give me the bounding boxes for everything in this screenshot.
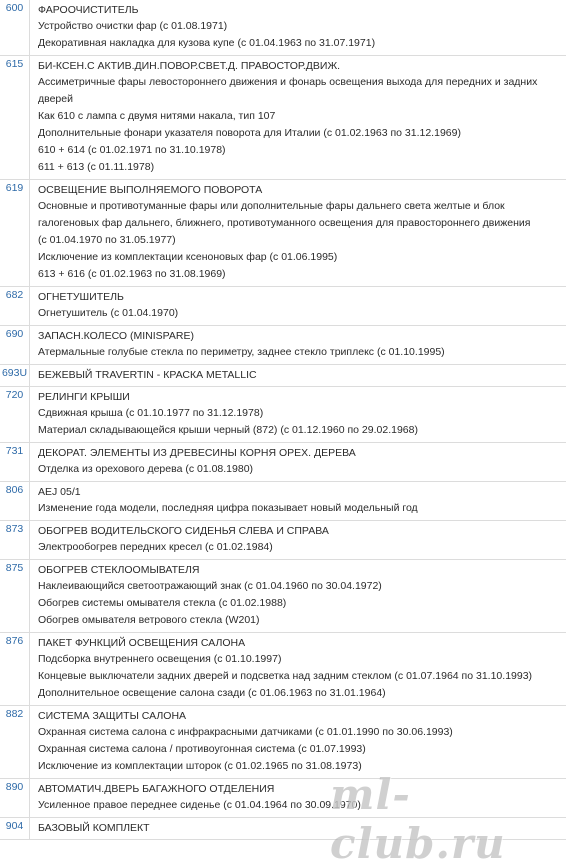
option-code: 890	[0, 779, 30, 817]
option-detail-line: Электрообогрев передних кресел (с 01.02.1984)	[38, 541, 273, 553]
option-content	[30, 0, 566, 55]
table-row	[0, 818, 566, 840]
option-detail-line: Охранная система салона / противоугонная система (с 01.07.1993)	[38, 743, 366, 755]
option-detail-line: Материал складывающейся крыши черный (872) (с 01.12.1960 по 29.02.1968)	[38, 424, 418, 436]
option-detail-line: Атермальные голубые стекла по периметру, заднее стекло триплекс (с 01.10.1995)	[38, 346, 445, 358]
option-title: ЗАПАСН.КОЛЕСО (MINISPARE)	[38, 330, 194, 342]
option-code: 806	[0, 482, 30, 520]
table-row	[0, 482, 566, 521]
option-detail-line: Устройство очистки фар (с 01.08.1971)	[38, 20, 228, 32]
option-detail-line: Изменение года модели, последняя цифра показывает новый модельный год	[38, 502, 418, 514]
option-detail-line: Дополнительное освещение салона сзади (с 01.06.1963 по 31.01.1964)	[38, 687, 386, 699]
option-content	[30, 482, 566, 520]
table-row	[0, 365, 566, 387]
option-detail-line: 611 + 613 (с 01.11.1978)	[38, 161, 155, 173]
option-title: СИСТЕМА ЗАЩИТЫ САЛОНА	[38, 710, 187, 722]
option-title: БЕЖЕВЫЙ TRAVERTIN - КРАСКА METALLIC	[38, 369, 257, 381]
option-code: 693U	[0, 365, 30, 386]
option-title: ДЕКОРАТ. ЭЛЕМЕНТЫ ИЗ ДРЕВЕСИНЫ КОРНЯ ОРЕХ. ДЕРЕВА	[38, 447, 356, 459]
option-content	[30, 706, 566, 778]
option-code: 720	[0, 387, 30, 442]
option-detail-line: Исключение из комплектации ксеноновых фар (с 01.06.1995)	[38, 251, 338, 263]
option-content	[30, 287, 566, 325]
option-title: БИ-КСЕН.С АКТИВ.ДИН.ПОВОР.СВЕТ.Д. ПРАВОСТОР.ДВИЖ.	[38, 60, 341, 72]
table-row	[0, 443, 566, 482]
option-code: 875	[0, 560, 30, 632]
option-detail-line: Концевые выключатели задних дверей и подсветка над задним стеклом (с 01.07.1964 по 31.10.1993)	[38, 670, 533, 682]
option-detail-line: (с 01.04.1970 по 31.05.1977)	[38, 234, 176, 246]
option-detail-line: Обогрев системы омывателя стекла (с 01.02.1988)	[38, 597, 287, 609]
option-content	[30, 180, 566, 286]
option-content	[30, 779, 566, 817]
table-row	[0, 0, 566, 56]
option-content	[30, 326, 566, 364]
option-detail-line: Дополнительные фонари указателя поворота для Италии (с 01.02.1963 по 31.12.1969)	[38, 127, 461, 139]
option-title: ОСВЕЩЕНИЕ ВЫПОЛНЯЕМОГО ПОВОРОТА	[38, 184, 263, 196]
option-detail-line: Исключение из комплектации шторок (с 01.02.1965 по 31.08.1973)	[38, 760, 362, 772]
option-title: ОБОГРЕВ ВОДИТЕЛЬСКОГО СИДЕНЬЯ СЛЕВА И СПРАВА	[38, 525, 329, 537]
option-content	[30, 387, 566, 442]
option-detail-line: Отделка из орехового дерева (с 01.08.1980)	[38, 463, 254, 475]
option-code: 690	[0, 326, 30, 364]
option-detail-line: Обогрев омывателя ветрового стекла (W201)	[38, 614, 260, 626]
option-title: ФАРООЧИСТИТЕЛЬ	[38, 4, 139, 16]
option-detail-line: Охранная система салона с инфракрасными датчиками (с 01.01.1990 по 30.06.1993)	[38, 726, 453, 738]
option-code: 904	[0, 818, 30, 839]
option-detail-line: Основные и противотуманные фары или дополнительные фары дальнего света желтые и блок	[38, 200, 505, 212]
option-detail-line: 610 + 614 (с 01.02.1971 по 31.10.1978)	[38, 144, 226, 156]
option-title: ПАКЕТ ФУНКЦИЙ ОСВЕЩЕНИЯ САЛОНА	[38, 637, 246, 649]
option-code: 873	[0, 521, 30, 559]
option-detail-line: 613 + 616 (с 01.02.1963 по 31.08.1969)	[38, 268, 226, 280]
option-code: 876	[0, 633, 30, 705]
option-content	[30, 818, 566, 839]
option-code: 882	[0, 706, 30, 778]
table-row	[0, 180, 566, 287]
option-detail-line: Сдвижная крыша (с 01.10.1977 по 31.12.1978)	[38, 407, 264, 419]
option-content	[30, 633, 566, 705]
option-detail-line: Усиленное правое переднее сиденье (с 01.04.1964 по 30.09.1970)	[38, 799, 361, 811]
table-row	[0, 326, 566, 365]
option-title: AEJ 05/1	[38, 486, 81, 498]
option-detail-line: Ассиметричные фары левостороннего движения и фонарь освещения выхода для передних и задних	[38, 76, 538, 88]
option-detail-line: Декоративная накладка для кузова купе (с 01.04.1963 по 31.07.1971)	[38, 37, 376, 49]
option-code: 615	[0, 56, 30, 179]
option-title: ОГНЕТУШИТЕЛЬ	[38, 291, 124, 303]
option-code: 600	[0, 0, 30, 55]
option-title: БАЗОВЫЙ КОМПЛЕКТ	[38, 822, 150, 834]
table-row	[0, 56, 566, 180]
table-row	[0, 633, 566, 706]
option-title: АВТОМАТИЧ.ДВЕРЬ БАГАЖНОГО ОТДЕЛЕНИЯ	[38, 783, 275, 795]
option-content	[30, 521, 566, 559]
option-content	[30, 365, 566, 386]
table-row	[0, 779, 566, 818]
option-detail-line: Огнетушитель (с 01.04.1970)	[38, 307, 179, 319]
option-content	[30, 56, 566, 179]
option-detail-line: Наклеивающийся светоотражающий знак (с 01.04.1960 по 30.04.1972)	[38, 580, 382, 592]
option-title: ОБОГРЕВ СТЕКЛООМЫВАТЕЛЯ	[38, 564, 200, 576]
table-row	[0, 560, 566, 633]
option-detail-line: Подсборка внутреннего освещения (с 01.10.1997)	[38, 653, 282, 665]
watermark-logo: ml-club.ru	[330, 770, 506, 868]
option-code: 619	[0, 180, 30, 286]
option-content	[30, 560, 566, 632]
table-row	[0, 521, 566, 560]
option-code: 731	[0, 443, 30, 481]
option-detail-line: галогеновых фар дальнего, ближнего, противотуманного освещения для правостороннего движения	[38, 217, 531, 229]
option-detail-line: Как 610 с лампа с двумя нитями накала, тип 107	[38, 110, 276, 122]
table-row	[0, 387, 566, 443]
option-content	[30, 443, 566, 481]
option-code: 682	[0, 287, 30, 325]
table-row	[0, 287, 566, 326]
option-title: РЕЛИНГИ КРЫШИ	[38, 391, 130, 403]
option-detail-line: дверей	[38, 93, 73, 105]
table-row	[0, 706, 566, 779]
